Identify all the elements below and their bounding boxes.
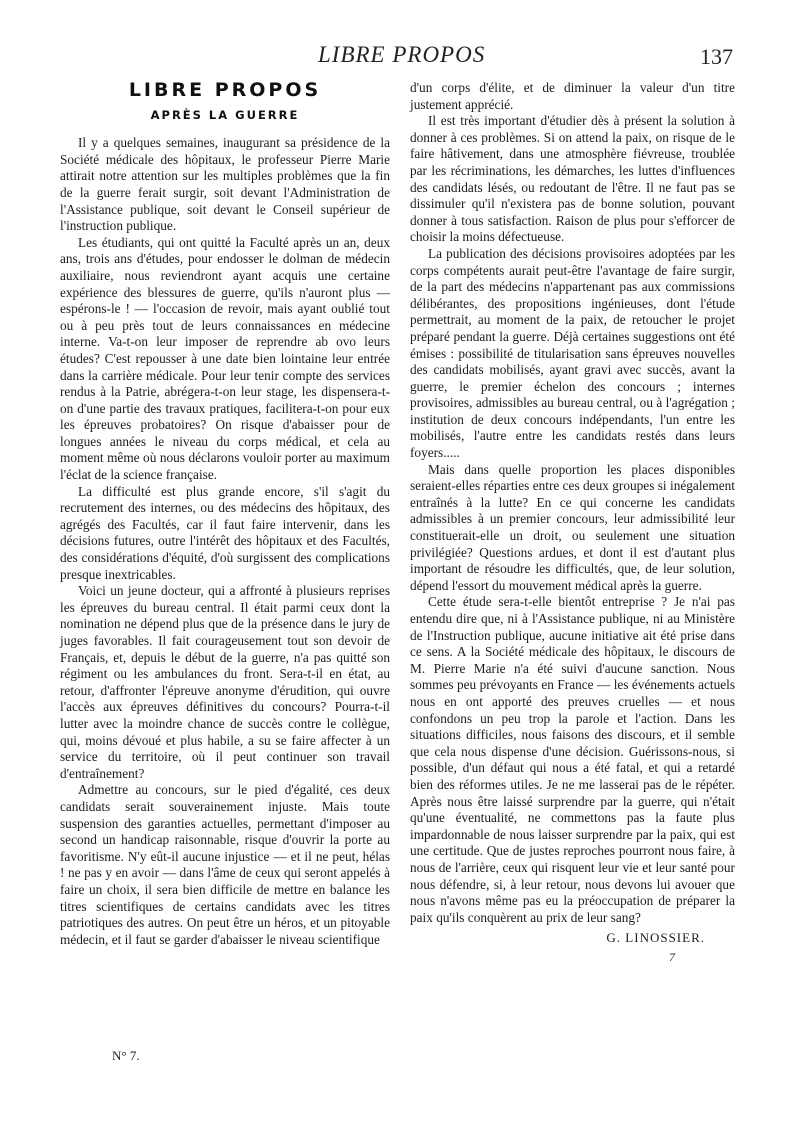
- paragraph: Il y a quelques semaines, inaugurant sa présidence de la Société médicale des hôpitaux, le professeur Pierre Marie attirait notre attention sur les multiples problèmes que la fin de la guerre ferait surgir, soit devant l'Administration de l'Assistance publique, soit devant le Conseil supérieur de l'instruction publique.: [60, 135, 390, 234]
- page-header: [0, 42, 800, 72]
- paragraph-continuation: d'un corps d'élite, et de diminuer la valeur d'un titre justement apprécié.: [410, 80, 735, 112]
- paragraph: Mais dans quelle proportion les places disponibles seraient-elles réparties entre ces deux groupes si inégalement entraînés à la lutte? En ce qui concerne les candidats admissibles à un premier concours, leur admissibilité leur constituerait-elle un droit, ou seulement une situation privilégiée? Questions ardues, et dont il est d'autant plus important de résoudre les difficultés, que, de leur solution, dépend l'essort du mouvement médical après la guerre.: [410, 461, 735, 593]
- article-subtitle: APRÈS LA GUERRE: [150, 107, 300, 122]
- paragraph: Il est très important d'étudier dès à présent la solution à donner à ces problèmes. Si on attend la paix, on risque de le faire hâtivement, dans une atmosphère fiévreuse, troublée par les récriminations, les démarches, les luttes d'influences des candidats lésés, ou redoutant de l'être. Il ne faut pas se dissimuler qu'il n'existera pas de bonne solution, pouvant donner à tous satisfaction. Raison de plus pour s'efforcer de choisir la moins défectueuse.: [410, 113, 735, 245]
- right-column: [410, 80, 735, 965]
- paragraph: Admettre au concours, sur le pied d'égalité, ces deux candidats serait souverainement injuste. Mais toute suspension des garanties actuelles, permettant d'imposer au second un handicap raisonnable, risque d'ouvrir la porte au favoritisme. N'y eût-il aucune injustice — et il ne peut, hélas ! ne pas y en avoir — dans l'âme de ceux qui seront appelés à faire un choix, il sera bien difficile de mettre en balance les titres scientifiques de certains candidats avec les titres patriotiques des autres. On peut être un héros, et un pitoyable médecin, et il faut se garder d'abaisser le niveau scientifique: [60, 782, 390, 947]
- paragraph: La difficulté est plus grande encore, s'il s'agit du recrutement des internes, ou des médecins des hôpitaux, des agrégés des Facultés, car il faut faire intervenir, dans les décisions futures, outre l'intérêt des hôpitaux et des Facultés, des considérations d'équité, d'où surgissent des complications presque inextricables.: [60, 483, 390, 582]
- paragraph: Voici un jeune docteur, qui a affronté à plusieurs reprises les épreuves du bureau central. Il était parmi ceux dont la nomination ne dépend plus que de la présence dans le jury de juges favorables. Il fait courageusement tout son devoir de Français, et, depuis le début de la guerre, n'a pas quitté son régiment ou les ambulances du front. Sera-t-il en état, au retour, d'affronter l'épreuve anonyme d'érudition, qui ouvre l'accès aux épreuves définitives du concours? Pourra-t-il lutter avec la moindre chance de succès contre le collègue, qui, moins dévoué et plus habile, a su se faire affecter à un service du territoire, où il peut continuer son travail d'entraînement?: [60, 583, 390, 781]
- left-column: [60, 80, 390, 948]
- paragraph: Les étudiants, qui ont quitté la Faculté après un an, deux ans, trois ans d'études, pour endosser le dolman de médecin auxiliaire, nous reviendront ayant acquis une certaine expérience des blessures de guerre, qu'ils n'auront plus — espérons-le ! — l'occasion de revoir, mais ayant oublié tout ou à peu près tout de leurs connaissances en médecine interne. Va-t-on leur imposer de reprendre ab ovo leurs études? C'est repousser à une date bien lointaine leur entrée dans la carrière médicale. Pour leur tenir compte des services rendus à la Patrie, abrégera-t-on leur stage, les dispensera-t-on d'une partie des travaux pratiques, facilitera-t-on pour eux les épreuves probatoires? On risque d'abaisser pour de longues années le niveau du corps médical, et cela au moment même où nous déclarons vouloir porter au maximum l'éclat de la science française.: [60, 234, 390, 483]
- article-title: LIBRE PROPOS: [128, 79, 322, 101]
- signature-number: 7: [669, 949, 675, 964]
- paragraph: La publication des décisions provisoires adoptées par les corps compétents aurait peut-être l'avantage de faire surgir, de la part des médecins n'appartenant pas aux commissions délibérantes, des propositions ingénieuses, dont l'étude permettrait, au moment de la paix, de retoucher le projet préparé pendant la guerre. Déjà certaines suggestions ont été émises : possibilité de titularisation sans épreuves nouvelles des candidats mobilisés, ayant gravi avec succès, avant la guerre, le premier échelon des concours ; internes provisoires, admissibles au bureau central, ou à l'agrégation ; institution de deux concours indépendants, l'un entre les mobilisés, l'autre entre les candidats restés dans leurs foyers.....: [410, 245, 735, 461]
- running-title: LIBRE PROPOS: [318, 42, 486, 67]
- page-number: 137: [700, 44, 733, 69]
- author-signature: G. LINOSSIER.: [606, 930, 705, 946]
- issue-number: N° 7.: [112, 1048, 140, 1063]
- paragraph: Cette étude sera-t-elle bientôt entreprise ? Je n'ai pas entendu dire que, ni à l'Assistance publique, ni au Ministère de l'Instruction publique, aucune initiative ait été prise dans ce sens. A la Société médicale des hôpitaux, le discours de M. Pierre Marie n'a été suivi d'aucune sanction. Nous sommes peu prévoyants en France — les événements actuels nous en ont apporté des preuves cruelles — et nous confondons un peu trop la parole et l'action. Dans les situations difficiles, nous faisons des discours, et il semble que cela nous dispense d'une décision. Guérissons-nous, si possible, d'un défaut qui nous a été fatal, et qui a retardé bien des réformes utiles. Je ne me lasserai pas de le répéter. Après nous être laissé surprendre par la guerre, qui n'était qu'une éventualité, ne commettons pas la faute plus impardonnable de nous laisser surprendre par la paix, qui est une certitude. Que de justes reproches pourront nous faire, à nous de l'arrière, ceux qui risquent leur vie et leur santé pour nous défendre, si, à leur retour, nous devons lui avouer que nous n'avons même pas eu la préoccupation de préparer la paix qu'ils conquèrent au prix de leur sang?: [410, 594, 735, 925]
